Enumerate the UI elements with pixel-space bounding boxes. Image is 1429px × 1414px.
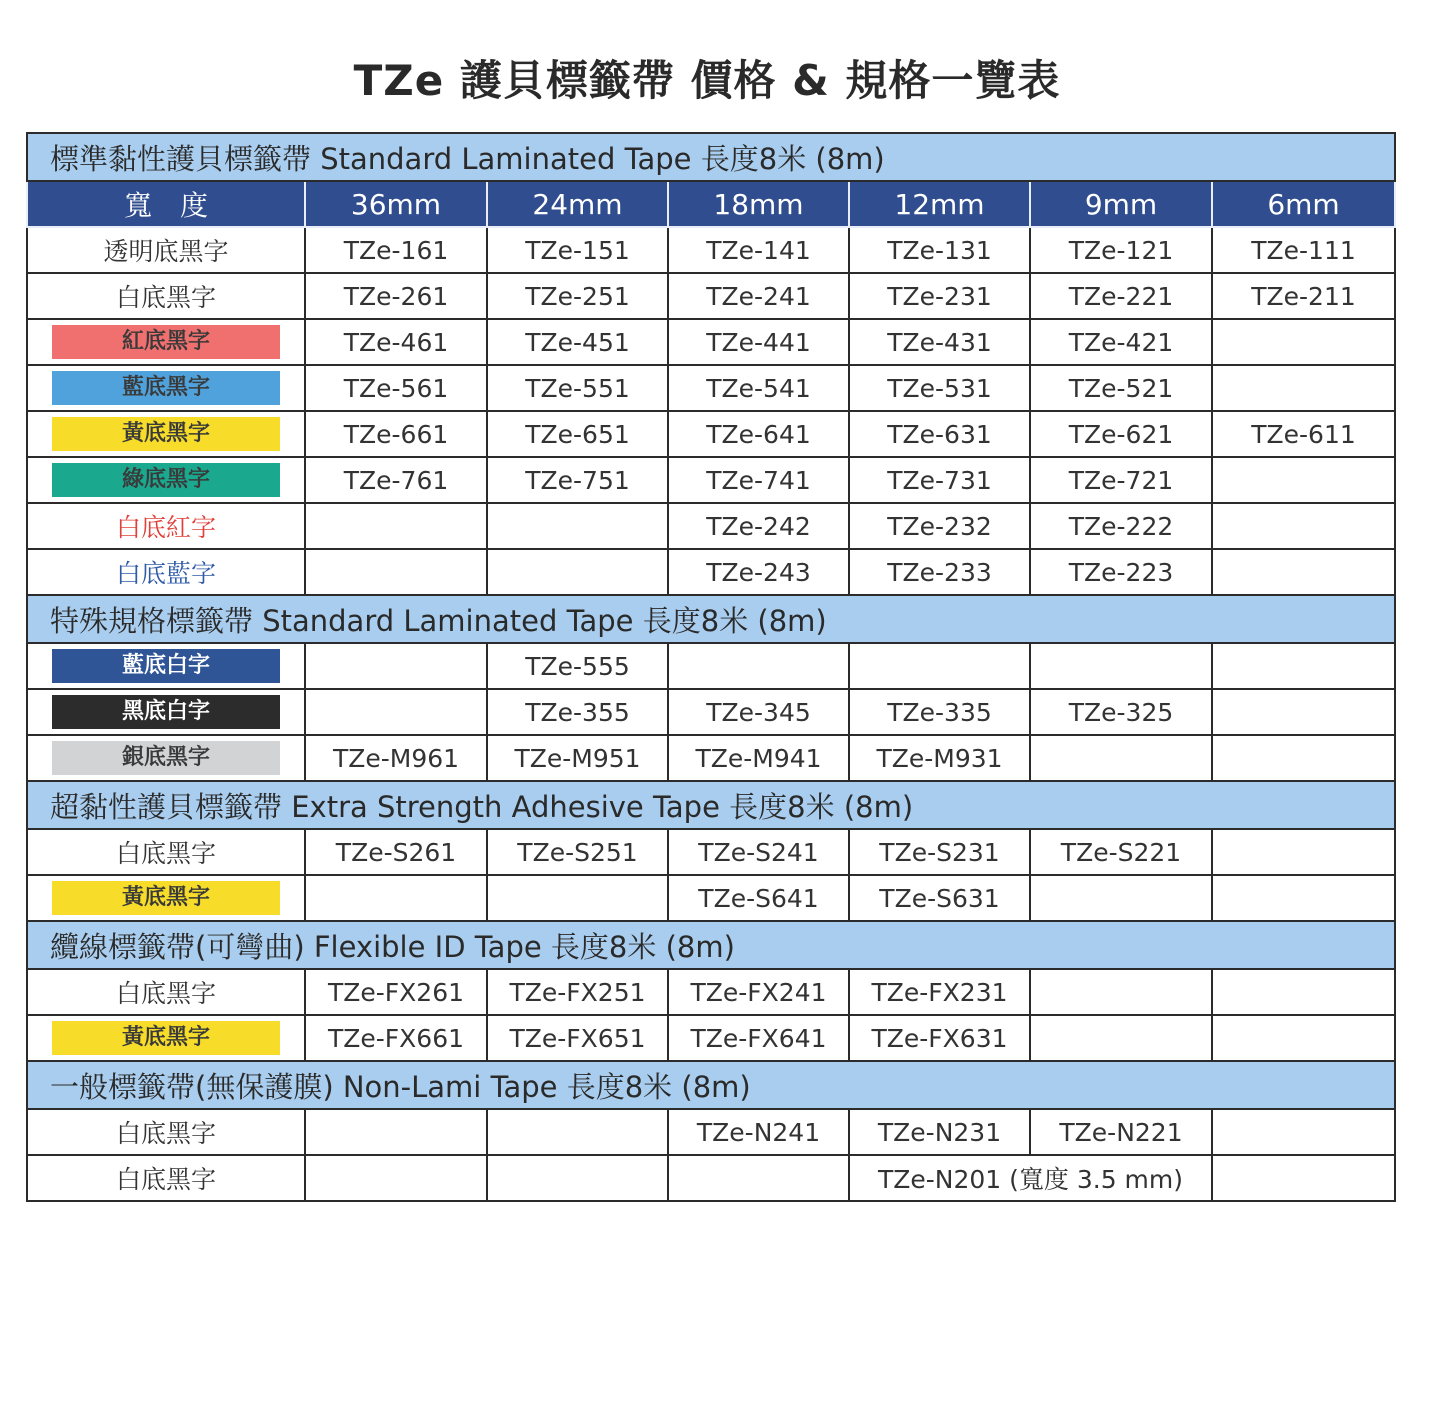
model-cell-empty	[1212, 457, 1395, 503]
model-cell-empty	[487, 549, 668, 595]
model-cell: TZe-641	[668, 411, 849, 457]
model-cell-empty	[305, 549, 487, 595]
section-header-extra	[27, 781, 1395, 829]
model-cell: TZe-661	[305, 411, 487, 457]
model-cell: TZe-FX631	[849, 1015, 1030, 1061]
model-cell: TZe-731	[849, 457, 1030, 503]
model-cell: TZe-325	[1030, 689, 1212, 735]
tape-color-swatch: 黃底黑字	[52, 417, 280, 451]
tape-color-swatch: 綠底黑字	[52, 463, 280, 497]
model-cell-empty	[1030, 969, 1212, 1015]
tape-type-cell	[27, 643, 305, 689]
model-cell-empty	[305, 875, 487, 921]
tape-type-cell	[27, 875, 305, 921]
model-cell-empty	[1212, 1109, 1395, 1155]
table-row	[27, 829, 1395, 875]
model-cell: TZe-631	[849, 411, 1030, 457]
model-cell: TZe-431	[849, 319, 1030, 365]
model-cell-empty	[1212, 969, 1395, 1015]
tape-color-swatch: 藍底白字	[52, 649, 280, 683]
model-cell: TZe-751	[487, 457, 668, 503]
page-title: TZe 護貝標籤帶 價格 & 規格一覽表	[353, 56, 1061, 105]
model-cell: TZe-161	[305, 227, 487, 273]
tape-color-swatch: 紅底黑字	[52, 325, 280, 359]
model-cell: TZe-221	[1030, 273, 1212, 319]
table-row	[27, 319, 1395, 365]
model-cell: TZe-131	[849, 227, 1030, 273]
tape-type-cell	[27, 411, 305, 457]
tape-type-label: 白底紅字	[115, 513, 216, 542]
width-header-24mm: 24mm	[487, 181, 668, 227]
table-row	[27, 365, 1395, 411]
model-cell: TZe-243	[668, 549, 849, 595]
section-title: 超黏性護貝標籤帶 Extra Strength Adhesive Tape 長度8米 (8m)	[27, 781, 1395, 829]
section-title: 一般標籤帶(無保護膜) Non-Lami Tape 長度8米 (8m)	[27, 1061, 1395, 1109]
section-header-nonlami	[27, 1061, 1395, 1109]
model-cell-empty	[487, 503, 668, 549]
model-cell: TZe-651	[487, 411, 668, 457]
model-cell: TZe-451	[487, 319, 668, 365]
table-row	[27, 503, 1395, 549]
model-cell: TZe-211	[1212, 273, 1395, 319]
model-cell-empty	[305, 503, 487, 549]
width-header-12mm: 12mm	[849, 181, 1030, 227]
tape-color-swatch: 黃底黑字	[52, 1021, 280, 1055]
model-cell: TZe-232	[849, 503, 1030, 549]
model-cell: TZe-231	[849, 273, 1030, 319]
model-cell-empty	[668, 1155, 849, 1201]
tape-type-cell	[27, 1015, 305, 1061]
model-cell: TZe-FX231	[849, 969, 1030, 1015]
section-header-flexible	[27, 921, 1395, 969]
model-cell: TZe-N231	[849, 1109, 1030, 1155]
model-cell: TZe-611	[1212, 411, 1395, 457]
tape-type-cell	[27, 735, 305, 781]
tape-color-swatch: 黑底白字	[52, 695, 280, 729]
model-cell: TZe-335	[849, 689, 1030, 735]
model-cell-empty	[1212, 829, 1395, 875]
table-row	[27, 643, 1395, 689]
tape-type-label: 白底黑字	[115, 1165, 216, 1194]
table-row	[27, 689, 1395, 735]
section-title: 纜線標籤帶(可彎曲) Flexible ID Tape 長度8米 (8m)	[27, 921, 1395, 969]
model-cell: TZe-621	[1030, 411, 1212, 457]
model-cell: TZe-111	[1212, 227, 1395, 273]
model-cell-empty	[1212, 643, 1395, 689]
model-cell-empty	[1212, 549, 1395, 595]
model-cell: TZe-FX241	[668, 969, 849, 1015]
tape-type-cell	[27, 689, 305, 735]
tape-type-cell	[27, 969, 305, 1015]
tape-type-cell	[27, 1155, 305, 1201]
model-cell-empty	[487, 1109, 668, 1155]
model-cell-empty	[305, 1109, 487, 1155]
model-cell-empty	[1212, 689, 1395, 735]
model-cell-empty	[1212, 735, 1395, 781]
model-cell-empty	[1212, 365, 1395, 411]
section-header-standard	[27, 133, 1395, 181]
model-cell: TZe-151	[487, 227, 668, 273]
model-cell-empty	[1030, 643, 1212, 689]
model-cell: TZe-421	[1030, 319, 1212, 365]
table-row	[27, 1155, 1395, 1201]
model-cell: TZe-223	[1030, 549, 1212, 595]
model-cell-empty	[849, 643, 1030, 689]
model-cell: TZe-141	[668, 227, 849, 273]
table-row	[27, 549, 1395, 595]
tape-type-cell	[27, 365, 305, 411]
tape-price-table	[26, 132, 1396, 1202]
model-cell: TZe-FX661	[305, 1015, 487, 1061]
model-cell: TZe-241	[668, 273, 849, 319]
model-cell-empty	[668, 643, 849, 689]
model-cell: TZe-541	[668, 365, 849, 411]
width-header-18mm: 18mm	[668, 181, 849, 227]
tape-type-cell	[27, 273, 305, 319]
model-cell: TZe-741	[668, 457, 849, 503]
table-row	[27, 227, 1395, 273]
model-cell-empty	[487, 875, 668, 921]
model-cell: TZe-345	[668, 689, 849, 735]
model-cell: TZe-551	[487, 365, 668, 411]
model-cell: TZe-121	[1030, 227, 1212, 273]
model-cell: TZe-N201 (寬度 3.5 mm)	[849, 1155, 1212, 1201]
model-cell: TZe-531	[849, 365, 1030, 411]
model-cell: TZe-S261	[305, 829, 487, 875]
table-row	[27, 735, 1395, 781]
tape-type-cell	[27, 829, 305, 875]
table-row	[27, 457, 1395, 503]
model-cell-empty	[1030, 875, 1212, 921]
model-cell: TZe-FX651	[487, 1015, 668, 1061]
tape-type-label: 白底黑字	[115, 283, 216, 312]
model-cell: TZe-521	[1030, 365, 1212, 411]
tape-color-swatch: 銀底黑字	[52, 741, 280, 775]
model-cell-empty	[1212, 1015, 1395, 1061]
section-header-special	[27, 595, 1395, 643]
model-cell: TZe-M931	[849, 735, 1030, 781]
model-cell: TZe-261	[305, 273, 487, 319]
model-cell: TZe-441	[668, 319, 849, 365]
tape-type-cell	[27, 457, 305, 503]
model-cell: TZe-M961	[305, 735, 487, 781]
table-row	[27, 969, 1395, 1015]
model-cell-empty	[487, 1155, 668, 1201]
model-cell: TZe-S641	[668, 875, 849, 921]
model-cell: TZe-461	[305, 319, 487, 365]
model-cell: TZe-N221	[1030, 1109, 1212, 1155]
model-cell: TZe-S241	[668, 829, 849, 875]
table-row	[27, 1015, 1395, 1061]
model-cell: TZe-S251	[487, 829, 668, 875]
model-cell: TZe-M951	[487, 735, 668, 781]
model-cell: TZe-233	[849, 549, 1030, 595]
model-cell: TZe-FX641	[668, 1015, 849, 1061]
model-cell: TZe-S631	[849, 875, 1030, 921]
model-cell: TZe-561	[305, 365, 487, 411]
tape-color-swatch: 黃底黑字	[52, 881, 280, 915]
model-cell: TZe-251	[487, 273, 668, 319]
model-cell: TZe-S231	[849, 829, 1030, 875]
model-cell-empty	[1212, 1155, 1395, 1201]
tape-type-cell	[27, 1109, 305, 1155]
model-cell-empty	[1030, 735, 1212, 781]
width-header-36mm: 36mm	[305, 181, 487, 227]
model-cell-empty	[305, 689, 487, 735]
tape-color-swatch: 藍底黑字	[52, 371, 280, 405]
tape-type-label: 透明底黑字	[103, 237, 229, 266]
tape-type-cell	[27, 319, 305, 365]
width-header-label: 寬 度	[27, 181, 305, 227]
model-cell-empty	[1030, 1015, 1212, 1061]
model-cell: TZe-N241	[668, 1109, 849, 1155]
model-cell-empty	[1212, 503, 1395, 549]
width-header-6mm: 6mm	[1212, 181, 1395, 227]
model-cell: TZe-S221	[1030, 829, 1212, 875]
table-row	[27, 1109, 1395, 1155]
model-cell: TZe-242	[668, 503, 849, 549]
model-cell: TZe-761	[305, 457, 487, 503]
width-header-9mm: 9mm	[1030, 181, 1212, 227]
model-cell: TZe-M941	[668, 735, 849, 781]
model-cell: TZe-355	[487, 689, 668, 735]
table-row	[27, 411, 1395, 457]
table-row	[27, 273, 1395, 319]
tape-type-label: 白底黑字	[115, 1119, 216, 1148]
tape-type-cell	[27, 503, 305, 549]
section-title: 特殊規格標籤帶 Standard Laminated Tape 長度8米 (8m)	[27, 595, 1395, 643]
model-cell: TZe-FX261	[305, 969, 487, 1015]
model-cell: TZe-222	[1030, 503, 1212, 549]
model-cell-empty	[305, 643, 487, 689]
tape-type-cell	[27, 549, 305, 595]
tape-type-label: 白底藍字	[115, 559, 216, 588]
model-cell-empty	[1212, 875, 1395, 921]
model-cell-empty	[1212, 319, 1395, 365]
model-cell: TZe-555	[487, 643, 668, 689]
model-cell: TZe-FX251	[487, 969, 668, 1015]
model-cell-empty	[305, 1155, 487, 1201]
model-cell: TZe-721	[1030, 457, 1212, 503]
width-header-row	[27, 181, 1395, 227]
tape-type-label: 白底黑字	[115, 979, 216, 1008]
tape-type-cell	[27, 227, 305, 273]
table-row	[27, 875, 1395, 921]
tape-type-label: 白底黑字	[115, 839, 216, 868]
section-title: 標準黏性護貝標籤帶 Standard Laminated Tape 長度8米 (8m)	[27, 133, 1395, 181]
